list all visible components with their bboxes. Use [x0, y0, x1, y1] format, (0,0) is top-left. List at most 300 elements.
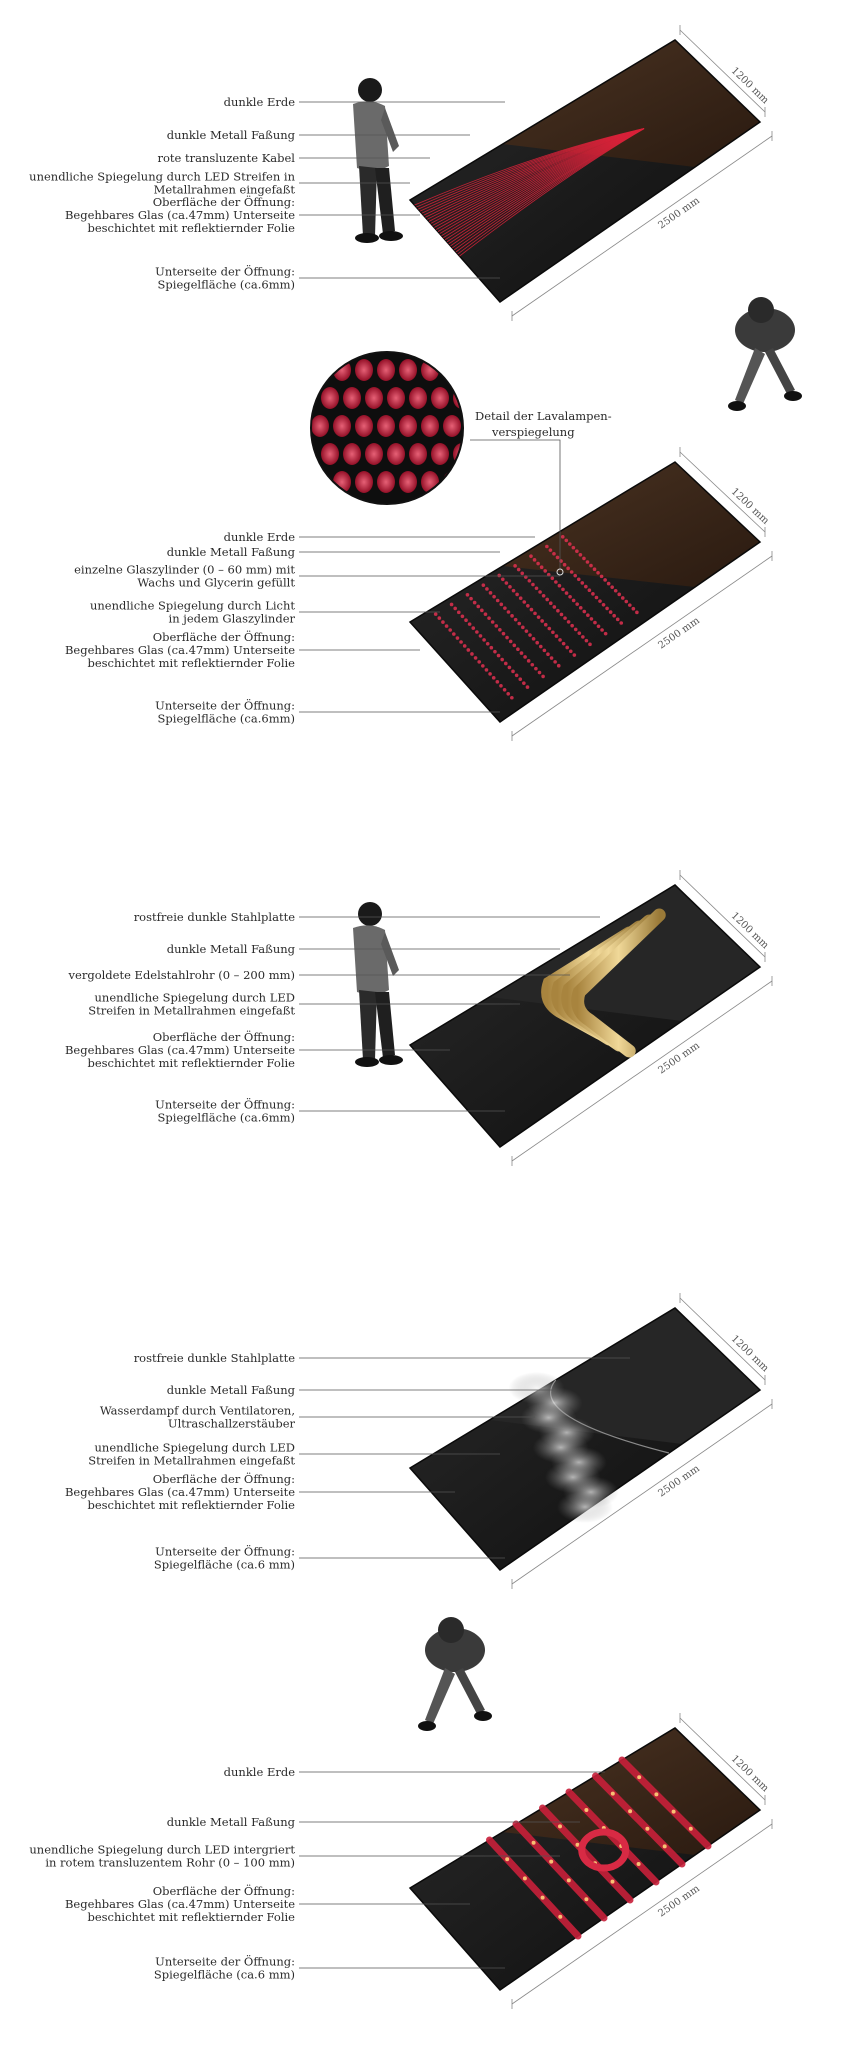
glass-cylinder: [570, 624, 574, 628]
glass-cylinder: [570, 570, 574, 574]
glass-cylinder: [597, 624, 601, 628]
lava-blob: [343, 443, 361, 465]
label-text: dunkle Metall Faßung: [166, 545, 295, 559]
glass-cylinder: [582, 610, 586, 614]
glass-cylinder: [562, 642, 566, 646]
glass-cylinder: [521, 626, 525, 630]
glass-cylinder: [554, 580, 558, 584]
glass-cylinder: [516, 647, 520, 651]
lava-blob: [333, 415, 351, 437]
led-light: [645, 1827, 649, 1831]
glass-cylinder: [552, 552, 556, 556]
person-shoe: [418, 1721, 436, 1731]
glass-cylinder: [527, 659, 531, 663]
glass-cylinder: [448, 628, 452, 632]
glass-cylinder: [490, 646, 494, 650]
glass-cylinder: [528, 633, 532, 637]
lava-blob: [355, 359, 373, 381]
glass-cylinder: [596, 571, 600, 575]
glass-cylinder: [590, 617, 594, 621]
person-leg: [765, 348, 795, 394]
glass-cylinder: [565, 646, 569, 650]
lava-blob: [399, 415, 417, 437]
label-text: unendliche Spiegelung durch LED: [94, 990, 295, 1005]
label-text: dunkle Metall Faßung: [166, 1383, 295, 1397]
person-shoe: [355, 1057, 379, 1067]
lava-blob: [365, 387, 383, 409]
person-shoe: [379, 1055, 403, 1065]
glass-cylinder: [530, 663, 534, 667]
glass-cylinder: [588, 588, 592, 592]
glass-cylinder: [489, 591, 493, 595]
lava-blob: [355, 471, 373, 493]
lava-blob: [365, 443, 383, 465]
glass-cylinder: [538, 671, 542, 675]
glass-cylinder: [445, 624, 449, 628]
glass-cylinder: [581, 635, 585, 639]
label-text: Unterseite der Öffnung:: [155, 264, 295, 279]
glass-cylinder: [493, 650, 497, 654]
glass-cylinder: [492, 595, 496, 599]
person-shoe: [355, 233, 379, 243]
lava-blob: [409, 387, 427, 409]
glass-cylinder: [480, 609, 484, 613]
glass-cylinder: [557, 664, 561, 668]
glass-cylinder: [553, 605, 557, 609]
label-text: Unterseite der Öffnung:: [155, 698, 295, 713]
glass-cylinder: [556, 609, 560, 613]
panel-slab-5: [410, 1728, 760, 1990]
label-text: unendliche Spiegelung durch LED intergriert: [29, 1842, 295, 1857]
glass-cylinder: [468, 622, 472, 626]
glass-cylinder: [526, 604, 530, 608]
detail-title: Detail der Lavalampen-: [475, 409, 612, 423]
glass-cylinder: [569, 649, 573, 653]
glass-cylinder: [457, 611, 461, 615]
label-text: Streifen in Metallrahmen eingefaßt: [88, 1453, 295, 1468]
glass-cylinder: [585, 639, 589, 643]
person-leg: [375, 992, 395, 1058]
label-text: Oberfläche der Öffnung:: [152, 630, 295, 644]
lava-blob: [443, 359, 461, 381]
label-text: unendliche Spiegelung durch Licht: [89, 598, 295, 613]
label-text: rote transluzente Kabel: [157, 151, 295, 165]
glass-cylinder: [517, 568, 521, 572]
glass-cylinder: [434, 612, 438, 616]
lava-blob: [387, 443, 405, 465]
glass-cylinder: [530, 608, 534, 612]
glass-cylinder: [497, 654, 501, 658]
glass-cylinder: [602, 603, 606, 607]
glass-cylinder: [504, 662, 508, 666]
glass-cylinder: [508, 666, 512, 670]
glass-cylinder: [452, 632, 456, 636]
label-text: Spiegelfläche (ca.6 mm): [153, 1557, 295, 1572]
label-text: Oberfläche der Öffnung:: [152, 1884, 295, 1898]
glass-cylinder: [526, 685, 530, 689]
glass-cylinder: [563, 616, 567, 620]
led-light: [532, 1841, 536, 1845]
glass-cylinder: [561, 588, 565, 592]
glass-cylinder: [496, 680, 500, 684]
glass-cylinder: [568, 542, 572, 546]
led-light: [663, 1844, 667, 1848]
lava-blob: [431, 443, 449, 465]
glass-cylinder: [471, 626, 475, 630]
label-text: Unterseite der Öffnung:: [155, 1544, 295, 1559]
label-text: dunkle Metall Faßung: [166, 942, 295, 956]
glass-cylinder: [453, 607, 457, 611]
glass-cylinder: [573, 653, 577, 657]
glass-cylinder: [566, 567, 570, 571]
glass-cylinder: [548, 627, 552, 631]
label-text: Spiegelfläche (ca.6 mm): [153, 1967, 295, 1982]
glass-cylinder: [564, 539, 568, 543]
glass-cylinder: [586, 560, 590, 564]
length-dimension-label: 2500 mm: [656, 615, 702, 652]
lava-blob: [399, 359, 417, 381]
glass-cylinder: [533, 612, 537, 616]
person-leg: [735, 348, 765, 404]
person-shoe: [728, 401, 746, 411]
led-light: [541, 1896, 545, 1900]
person-silhouette: [353, 78, 403, 243]
glass-cylinder: [540, 565, 544, 569]
glass-cylinder: [567, 620, 571, 624]
glass-cylinder: [550, 656, 554, 660]
lava-blob: [321, 443, 339, 465]
glass-cylinder: [529, 554, 533, 558]
glass-cylinder: [535, 586, 539, 590]
glass-cylinder: [481, 664, 485, 668]
lava-blob: [343, 387, 361, 409]
label-text: Oberfläche der Öffnung:: [152, 195, 295, 209]
glass-cylinder: [612, 614, 616, 618]
glass-cylinder: [577, 631, 581, 635]
lava-blob: [443, 471, 461, 493]
glass-cylinder: [466, 593, 470, 597]
label-text: Begehbares Glas (ca.47mm) Unterseite: [64, 1897, 295, 1911]
person-leg: [359, 990, 377, 1060]
label-text: Oberfläche der Öffnung:: [152, 1030, 295, 1044]
person-shoe: [784, 391, 802, 401]
glass-cylinder: [609, 610, 613, 614]
glass-cylinder: [579, 553, 583, 557]
glass-cylinder: [536, 562, 540, 566]
glass-cylinder: [505, 581, 509, 585]
lava-blob: [321, 387, 339, 409]
led-light: [558, 1824, 562, 1828]
label-text: Spiegelfläche (ca.6mm): [157, 1110, 295, 1125]
person-leg: [455, 1668, 485, 1714]
glass-cylinder: [515, 593, 519, 597]
glass-cylinder: [565, 591, 569, 595]
glass-cylinder: [523, 655, 527, 659]
person-silhouette: [418, 1617, 492, 1731]
glass-cylinder: [632, 607, 636, 611]
glass-cylinder: [598, 599, 602, 603]
glass-cylinder: [485, 587, 489, 591]
glass-cylinder: [619, 621, 623, 625]
glass-cylinder: [545, 598, 549, 602]
person-shoe: [474, 1711, 492, 1721]
glass-cylinder: [492, 676, 496, 680]
lava-blob: [355, 415, 373, 437]
glass-cylinder: [486, 642, 490, 646]
lava-blob: [311, 415, 329, 437]
glass-cylinder: [501, 577, 505, 581]
label-text: rostfreie dunkle Stahlplatte: [133, 910, 295, 924]
glass-cylinder: [584, 585, 588, 589]
lava-blob: [377, 471, 395, 493]
glass-cylinder: [511, 670, 515, 674]
glass-cylinder: [542, 594, 546, 598]
person-shoe: [379, 231, 403, 241]
person-leg: [425, 1668, 455, 1724]
glass-cylinder: [508, 585, 512, 589]
length-dimension-label: 2500 mm: [656, 195, 702, 232]
lava-blob: [443, 415, 461, 437]
glass-cylinder: [450, 603, 454, 607]
panel-slab-1: [410, 40, 760, 302]
glass-cylinder: [600, 628, 604, 632]
glass-cylinder: [512, 644, 516, 648]
glass-cylinder: [506, 692, 510, 696]
glass-cylinder: [499, 603, 503, 607]
label-text: in rotem transluzentem Rohr (0 – 100 mm): [45, 1855, 295, 1870]
glass-cylinder: [635, 611, 639, 615]
led-light: [505, 1857, 509, 1861]
glass-cylinder: [595, 596, 599, 600]
glass-cylinder: [535, 641, 539, 645]
glass-cylinder: [512, 589, 516, 593]
glass-cylinder: [528, 579, 532, 583]
person-head: [748, 297, 774, 323]
label-text: Streifen in Metallrahmen eingefaßt: [88, 1003, 295, 1018]
label-text: in jedem Glaszylinder: [168, 611, 295, 626]
led-light: [689, 1827, 693, 1831]
lava-blob: [399, 471, 417, 493]
glass-cylinder: [467, 648, 471, 652]
label-text: Unterseite der Öffnung:: [155, 1954, 295, 1969]
glass-cylinder: [485, 668, 489, 672]
label-text: Spiegelfläche (ca.6mm): [157, 277, 295, 292]
label-text: einzelne Glaszylinder (0 – 60 mm) mit: [74, 562, 295, 577]
glass-cylinder: [543, 649, 547, 653]
person-head: [438, 1617, 464, 1643]
width-dimension-label: 1200 mm: [728, 1753, 771, 1795]
glass-cylinder: [459, 640, 463, 644]
led-light: [567, 1878, 571, 1882]
glass-cylinder: [604, 632, 608, 636]
glass-cylinder: [624, 600, 628, 604]
glass-cylinder: [519, 596, 523, 600]
glass-cylinder: [575, 549, 579, 553]
glass-cylinder: [520, 651, 524, 655]
glass-cylinder: [603, 578, 607, 582]
led-light: [672, 1810, 676, 1814]
glass-cylinder: [580, 581, 584, 585]
glass-cylinder: [582, 557, 586, 561]
glass-cylinder: [588, 643, 592, 647]
person-silhouette: [728, 297, 802, 411]
label-text: beschichtet mit reflektiernder Folie: [87, 1910, 295, 1924]
glass-cylinder: [464, 618, 468, 622]
glass-cylinder: [513, 564, 517, 568]
glass-cylinder: [541, 675, 545, 679]
person-head: [358, 78, 382, 102]
led-light: [558, 1915, 562, 1919]
glass-cylinder: [475, 630, 479, 634]
person-silhouette: [353, 902, 403, 1067]
led-light: [549, 1860, 553, 1864]
glass-cylinder: [488, 672, 492, 676]
led-light: [654, 1792, 658, 1796]
glass-cylinder: [540, 619, 544, 623]
glass-cylinder: [477, 660, 481, 664]
glass-cylinder: [600, 575, 604, 579]
label-text: beschichtet mit reflektiernder Folie: [87, 1056, 295, 1070]
led-light: [584, 1808, 588, 1812]
glass-cylinder: [469, 597, 473, 601]
label-text: dunkle Metall Faßung: [166, 1815, 295, 1829]
length-dimension-label: 2500 mm: [656, 1040, 702, 1077]
person-leg: [375, 168, 395, 234]
panel-slab-3: [410, 885, 760, 1147]
glass-cylinder: [510, 696, 514, 700]
label-text: Metallrahmen eingefaßt: [153, 182, 295, 197]
glass-cylinder: [544, 623, 548, 627]
led-light: [637, 1775, 641, 1779]
lava-blob: [421, 415, 439, 437]
label-text: Wasserdampf durch Ventilatoren,: [99, 1403, 295, 1418]
label-text: dunkle Metall Faßung: [166, 128, 295, 142]
glass-cylinder: [575, 602, 579, 606]
glass-cylinder: [510, 614, 514, 618]
glass-cylinder: [518, 677, 522, 681]
glass-cylinder: [561, 535, 565, 539]
label-text: Ultraschallzerstäuber: [167, 1416, 295, 1431]
width-dimension-label: 1200 mm: [728, 910, 771, 952]
glass-cylinder: [610, 585, 614, 589]
led-light: [523, 1876, 527, 1880]
glass-cylinder: [484, 612, 488, 616]
lava-blob: [311, 359, 329, 381]
label-text: dunkle Erde: [223, 1765, 295, 1779]
glass-cylinder: [572, 546, 576, 550]
lava-blob: [377, 415, 395, 437]
led-light: [584, 1897, 588, 1901]
glass-cylinder: [503, 606, 507, 610]
glass-cylinder: [591, 592, 595, 596]
glass-cylinder: [505, 636, 509, 640]
label-text: beschichtet mit reflektiernder Folie: [87, 1498, 295, 1512]
glass-cylinder: [514, 618, 518, 622]
label-text: Unterseite der Öffnung:: [155, 1097, 295, 1112]
glass-cylinder: [500, 658, 504, 662]
glass-cylinder: [614, 589, 618, 593]
label-text: unendliche Spiegelung durch LED Streifen in: [29, 169, 295, 184]
glass-cylinder: [617, 593, 621, 597]
detail-title: verspiegelung: [492, 425, 575, 439]
glass-cylinder: [461, 614, 465, 618]
label-text: Begehbares Glas (ca.47mm) Unterseite: [64, 1043, 295, 1057]
led-light: [611, 1792, 615, 1796]
glass-cylinder: [555, 634, 559, 638]
glass-cylinder: [496, 599, 500, 603]
lava-blob: [453, 387, 471, 409]
person-leg: [359, 166, 377, 236]
glass-cylinder: [532, 637, 536, 641]
label-text: Begehbares Glas (ca.47mm) Unterseite: [64, 1485, 295, 1499]
glass-cylinder: [589, 564, 593, 568]
glass-cylinder: [520, 572, 524, 576]
glass-cylinder: [568, 595, 572, 599]
width-dimension-label: 1200 mm: [728, 65, 771, 107]
glass-cylinder: [441, 620, 445, 624]
label-text: Begehbares Glas (ca.47mm) Unterseite: [64, 208, 295, 222]
glass-cylinder: [556, 556, 560, 560]
glass-cylinder: [551, 577, 555, 581]
label-text: unendliche Spiegelung durch LED: [94, 1440, 295, 1455]
steam-cloud: [557, 1491, 613, 1523]
glass-cylinder: [479, 634, 483, 638]
glass-cylinder: [476, 605, 480, 609]
lava-blob: [387, 387, 405, 409]
glass-cylinder: [491, 620, 495, 624]
label-text: beschichtet mit reflektiernder Folie: [87, 656, 295, 670]
person-torso: [353, 101, 389, 170]
glass-cylinder: [621, 596, 625, 600]
label-text: Wachs und Glycerin gefüllt: [137, 575, 295, 590]
glass-cylinder: [551, 631, 555, 635]
glass-cylinder: [534, 667, 538, 671]
glass-cylinder: [577, 577, 581, 581]
glass-cylinder: [470, 652, 474, 656]
glass-cylinder: [522, 681, 526, 685]
glass-cylinder: [474, 656, 478, 660]
width-dimension-label: 1200 mm: [728, 486, 771, 527]
glass-cylinder: [438, 616, 442, 620]
glass-cylinder: [509, 640, 513, 644]
led-light: [637, 1862, 641, 1866]
glass-cylinder: [499, 684, 503, 688]
glass-cylinder: [574, 628, 578, 632]
person-head: [358, 902, 382, 926]
length-dimension-label: 2500 mm: [656, 1463, 702, 1500]
glass-cylinder: [539, 645, 543, 649]
glass-cylinder: [607, 582, 611, 586]
glass-cylinder: [473, 601, 477, 605]
glass-cylinder: [463, 644, 467, 648]
led-light: [628, 1809, 632, 1813]
glass-cylinder: [586, 613, 590, 617]
glass-cylinder: [558, 638, 562, 642]
glass-cylinder: [579, 606, 583, 610]
glass-cylinder: [616, 618, 620, 622]
lava-blob: [377, 359, 395, 381]
glass-cylinder: [482, 583, 486, 587]
glass-cylinder: [517, 622, 521, 626]
glass-cylinder: [537, 615, 541, 619]
glass-cylinder: [572, 599, 576, 603]
glass-cylinder: [522, 600, 526, 604]
glass-cylinder: [549, 548, 553, 552]
glass-cylinder: [538, 590, 542, 594]
glass-cylinder: [497, 574, 501, 578]
glass-cylinder: [560, 613, 564, 617]
length-dimension-label: 2500 mm: [656, 1883, 702, 1920]
